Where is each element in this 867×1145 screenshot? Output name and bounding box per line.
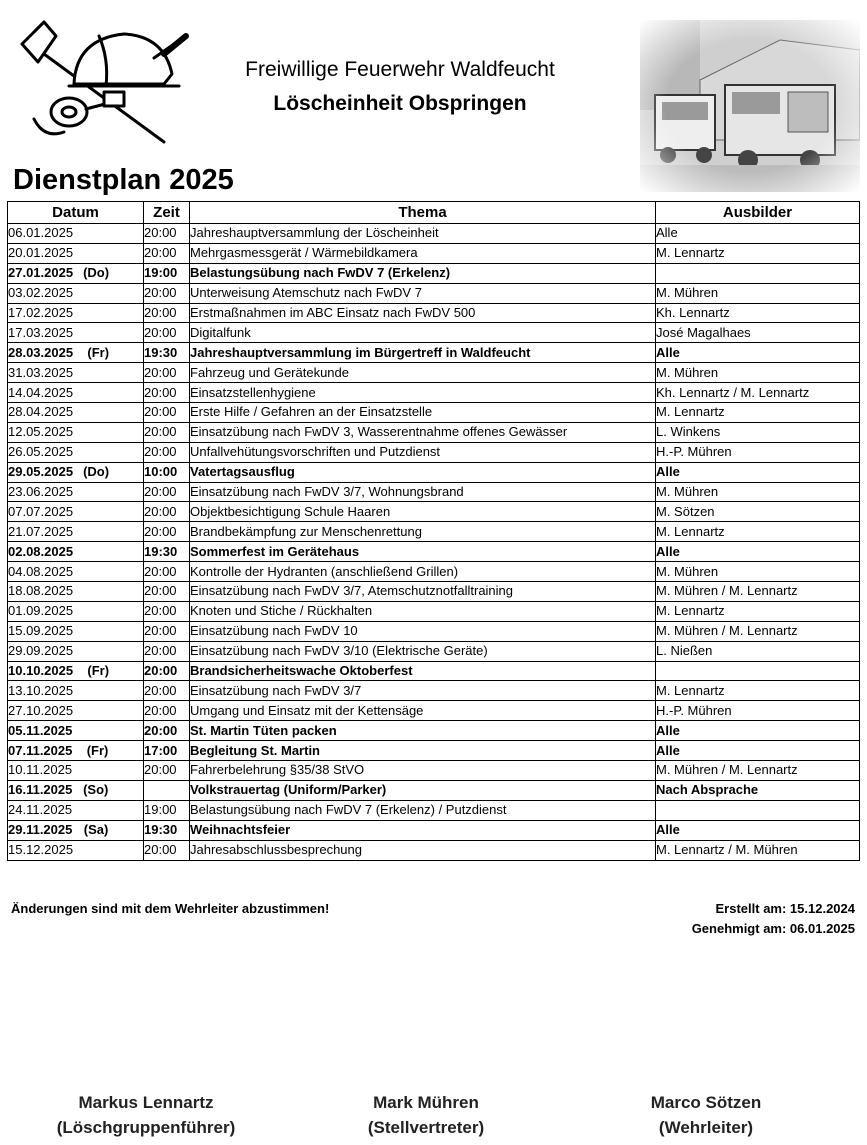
table-row bbox=[8, 641, 860, 661]
topic-cell: St. Martin Tüten packen bbox=[190, 721, 656, 741]
column-header-trainer: Ausbilder bbox=[656, 202, 860, 224]
date-value: 29.05.2025 bbox=[8, 464, 74, 480]
date-value: 26.05.2025 bbox=[8, 444, 74, 460]
time-cell: 17:00 bbox=[144, 741, 190, 761]
date-cell bbox=[8, 840, 144, 860]
page-title: Dienstplan 2025 bbox=[13, 164, 234, 196]
time-cell: 20:00 bbox=[144, 840, 190, 860]
date-cell bbox=[8, 243, 144, 263]
date-value: 02.08.2025 bbox=[8, 543, 74, 559]
trainer-cell: M. Lennartz bbox=[656, 522, 860, 542]
organization-name: Freiwillige Feuerwehr Waldfeucht bbox=[245, 58, 555, 81]
topic-cell: Objektbesichtigung Schule Haaren bbox=[190, 502, 656, 522]
time-cell: 20:00 bbox=[144, 621, 190, 641]
unit-name: Löscheinheit Obspringen bbox=[273, 92, 527, 115]
topic-cell: Vatertagsausflug bbox=[190, 462, 656, 482]
weekday-value: (Do) bbox=[83, 464, 110, 480]
trainer-cell: M. Mühren / M. Lennartz bbox=[656, 582, 860, 602]
date-value: 15.12.2025 bbox=[8, 842, 74, 858]
table-row bbox=[8, 403, 860, 423]
trainer-cell bbox=[656, 661, 860, 681]
date-cell bbox=[8, 542, 144, 562]
topic-cell: Umgang und Einsatz mit der Kettensäge bbox=[190, 701, 656, 721]
trainer-cell: Alle bbox=[656, 224, 860, 244]
topic-cell: Brandsicherheitswache Oktoberfest bbox=[190, 661, 656, 681]
topic-cell: Erstmaßnahmen im ABC Einsatz nach FwDV 500 bbox=[190, 303, 656, 323]
topic-cell: Brandbekämpfung zur Menschenrettung bbox=[190, 522, 656, 542]
change-note: Änderungen sind mit dem Wehrleiter abzustimmen! bbox=[11, 901, 330, 916]
trainer-cell: Kh. Lennartz bbox=[656, 303, 860, 323]
table-row bbox=[8, 780, 860, 800]
table-row bbox=[8, 343, 860, 363]
date-value: 13.10.2025 bbox=[8, 682, 74, 698]
trainer-cell: M. Mühren bbox=[656, 562, 860, 582]
date-cell bbox=[8, 482, 144, 502]
topic-cell: Kontrolle der Hydranten (anschließend Grillen) bbox=[190, 562, 656, 582]
topic-cell: Einsatzübung nach FwDV 3/7, Wohnungsbrand bbox=[190, 482, 656, 502]
date-cell bbox=[8, 562, 144, 582]
table-row bbox=[8, 562, 860, 582]
topic-cell: Begleitung St. Martin bbox=[190, 741, 656, 761]
trainer-cell bbox=[656, 263, 860, 283]
date-cell bbox=[8, 641, 144, 661]
signature-block-leader bbox=[16, 1090, 276, 1140]
topic-cell: Einsatzübung nach FwDV 3/7, Atemschutznotfalltraining bbox=[190, 582, 656, 602]
time-cell: 20:00 bbox=[144, 641, 190, 661]
date-cell bbox=[8, 522, 144, 542]
trainer-cell: M. Mühren bbox=[656, 482, 860, 502]
date-cell bbox=[8, 383, 144, 403]
date-value: 27.10.2025 bbox=[8, 702, 74, 718]
date-cell bbox=[8, 323, 144, 343]
approved-date: Genehmigt am: 06.01.2025 bbox=[691, 921, 855, 936]
time-cell: 20:00 bbox=[144, 761, 190, 781]
time-cell: 20:00 bbox=[144, 383, 190, 403]
topic-cell: Belastungsübung nach FwDV 7 (Erkelenz) / Putzdienst bbox=[190, 800, 656, 820]
date-cell bbox=[8, 363, 144, 383]
date-value: 27.01.2025 bbox=[8, 265, 74, 281]
table-row bbox=[8, 601, 860, 621]
trainer-cell: M. Lennartz bbox=[656, 601, 860, 621]
table-row bbox=[8, 661, 860, 681]
time-cell: 19:30 bbox=[144, 343, 190, 363]
date-value: 24.11.2025 bbox=[8, 802, 73, 818]
date-cell bbox=[8, 283, 144, 303]
table-row bbox=[8, 303, 860, 323]
date-cell bbox=[8, 741, 144, 761]
topic-cell: Fahrzeug und Gerätekunde bbox=[190, 363, 656, 383]
topic-cell: Einsatzübung nach FwDV 3/10 (Elektrische Geräte) bbox=[190, 641, 656, 661]
table-row bbox=[8, 542, 860, 562]
time-cell: 20:00 bbox=[144, 283, 190, 303]
table-row bbox=[8, 621, 860, 641]
topic-cell: Belastungsübung nach FwDV 7 (Erkelenz) bbox=[190, 263, 656, 283]
trainer-cell: Alle bbox=[656, 542, 860, 562]
time-cell: 20:00 bbox=[144, 721, 190, 741]
table-row bbox=[8, 243, 860, 263]
schedule-table bbox=[7, 201, 860, 861]
column-header-time: Zeit bbox=[144, 202, 190, 224]
date-value: 05.11.2025 bbox=[8, 722, 73, 738]
topic-cell: Volkstrauertag (Uniform/Parker) bbox=[190, 780, 656, 800]
date-value: 29.09.2025 bbox=[8, 643, 74, 659]
table-header-row bbox=[8, 202, 860, 224]
trainer-cell: M. Lennartz / M. Mühren bbox=[656, 840, 860, 860]
table-row bbox=[8, 681, 860, 701]
trainer-cell: Kh. Lennartz / M. Lennartz bbox=[656, 383, 860, 403]
trainer-cell: Alle bbox=[656, 741, 860, 761]
signature-role: (Stellvertreter) bbox=[367, 1118, 485, 1137]
date-value: 03.02.2025 bbox=[8, 285, 74, 301]
signature-role: (Löschgruppenführer) bbox=[56, 1118, 236, 1137]
fire-station-photo bbox=[640, 20, 860, 192]
date-cell bbox=[8, 701, 144, 721]
column-header-date: Datum bbox=[8, 202, 144, 224]
date-cell bbox=[8, 800, 144, 820]
date-cell bbox=[8, 582, 144, 602]
topic-cell: Einsatzübung nach FwDV 10 bbox=[190, 621, 656, 641]
date-value: 14.04.2025 bbox=[8, 384, 74, 400]
signature-name: Marco Sötzen bbox=[650, 1093, 762, 1112]
date-value: 23.06.2025 bbox=[8, 484, 74, 500]
time-cell: 20:00 bbox=[144, 601, 190, 621]
signature-role: (Wehrleiter) bbox=[658, 1118, 754, 1137]
date-cell bbox=[8, 403, 144, 423]
topic-cell: Einsatzübung nach FwDV 3, Wasserentnahme offenes Gewässer bbox=[190, 422, 656, 442]
date-cell bbox=[8, 601, 144, 621]
weekday-value: (Do) bbox=[83, 265, 110, 281]
date-value: 15.09.2025 bbox=[8, 623, 74, 639]
time-cell: 20:00 bbox=[144, 224, 190, 244]
date-value: 17.02.2025 bbox=[8, 305, 74, 320]
table-row bbox=[8, 224, 860, 244]
date-value: 10.11.2025 bbox=[8, 762, 73, 778]
date-value: 28.04.2025 bbox=[8, 404, 74, 420]
trainer-cell: M. Lennartz bbox=[656, 681, 860, 701]
date-cell bbox=[8, 442, 144, 462]
date-cell bbox=[8, 263, 144, 283]
date-value: 07.11.2025 bbox=[8, 742, 73, 758]
topic-cell: Jahresabschlussbesprechung bbox=[190, 840, 656, 860]
trainer-cell: José Magalhaes bbox=[656, 323, 860, 343]
date-value: 06.01.2025 bbox=[8, 225, 74, 241]
signature-name: Mark Mühren bbox=[373, 1093, 479, 1112]
date-value: 31.03.2025 bbox=[8, 364, 74, 380]
table-row bbox=[8, 522, 860, 542]
time-cell: 20:00 bbox=[144, 403, 190, 423]
table-row bbox=[8, 741, 860, 761]
date-value: 20.01.2025 bbox=[8, 245, 74, 261]
topic-cell: Digitalfunk bbox=[190, 323, 656, 343]
trainer-cell: M. Lennartz bbox=[656, 403, 860, 423]
table-row bbox=[8, 422, 860, 442]
table-row bbox=[8, 761, 860, 781]
topic-cell: Mehrgasmessgerät / Wärmebildkamera bbox=[190, 243, 656, 263]
topic-cell: Einsatzübung nach FwDV 3/7 bbox=[190, 681, 656, 701]
trainer-cell bbox=[656, 800, 860, 820]
date-cell bbox=[8, 303, 144, 323]
time-cell: 19:00 bbox=[144, 800, 190, 820]
date-value: 12.05.2025 bbox=[8, 424, 74, 440]
date-cell bbox=[8, 661, 144, 681]
table-row bbox=[8, 582, 860, 602]
weekday-value: (Fr) bbox=[86, 742, 109, 758]
date-value: 01.09.2025 bbox=[8, 603, 74, 619]
trainer-cell: M. Mühren bbox=[656, 283, 860, 303]
table-row bbox=[8, 323, 860, 343]
table-row bbox=[8, 800, 860, 820]
trainer-cell: Alle bbox=[656, 820, 860, 840]
topic-cell: Jahreshauptversammlung der Löscheinheit bbox=[190, 224, 656, 244]
signature-block-chief bbox=[576, 1090, 836, 1140]
weekday-value: (So) bbox=[83, 782, 109, 798]
table-row bbox=[8, 482, 860, 502]
date-value: 29.11.2025 bbox=[8, 822, 73, 838]
time-cell: 20:00 bbox=[144, 422, 190, 442]
time-cell: 19:00 bbox=[144, 263, 190, 283]
time-cell: 20:00 bbox=[144, 323, 190, 343]
topic-cell: Jahreshauptversammlung im Bürgertreff in Waldfeucht bbox=[190, 343, 656, 363]
time-cell: 20:00 bbox=[144, 243, 190, 263]
table-row bbox=[8, 502, 860, 522]
date-value: 16.11.2025 bbox=[8, 782, 73, 798]
table-row bbox=[8, 442, 860, 462]
table-row bbox=[8, 263, 860, 283]
trainer-cell: M. Mühren / M. Lennartz bbox=[656, 761, 860, 781]
column-header-topic: Thema bbox=[190, 202, 656, 224]
date-cell bbox=[8, 761, 144, 781]
fire-brigade-emblem-logo bbox=[14, 14, 192, 154]
time-cell bbox=[144, 780, 190, 800]
topic-cell: Einsatzstellenhygiene bbox=[190, 383, 656, 403]
time-cell: 20:00 bbox=[144, 661, 190, 681]
time-cell: 20:00 bbox=[144, 582, 190, 602]
time-cell: 19:30 bbox=[144, 542, 190, 562]
table-row bbox=[8, 721, 860, 741]
created-date: Erstellt am: 15.12.2024 bbox=[715, 901, 855, 916]
time-cell: 20:00 bbox=[144, 681, 190, 701]
date-value: 07.07.2025 bbox=[8, 503, 74, 519]
topic-cell: Unfallvehütungsvorschriften und Putzdienst bbox=[190, 442, 656, 462]
table-row bbox=[8, 701, 860, 721]
date-value: 28.03.2025 bbox=[8, 344, 74, 360]
trainer-cell: H.-P. Mühren bbox=[656, 701, 860, 721]
time-cell: 19:30 bbox=[144, 820, 190, 840]
table-row bbox=[8, 383, 860, 403]
trainer-cell: Nach Absprache bbox=[656, 780, 860, 800]
table-row bbox=[8, 283, 860, 303]
signature-name: Markus Lennartz bbox=[78, 1093, 214, 1112]
topic-cell: Knoten und Stiche / Rückhalten bbox=[190, 601, 656, 621]
date-cell bbox=[8, 422, 144, 442]
date-value: 10.10.2025 bbox=[8, 663, 74, 679]
topic-cell: Unterweisung Atemschutz nach FwDV 7 bbox=[190, 283, 656, 303]
weekday-value: (Fr) bbox=[87, 663, 110, 679]
table-row bbox=[8, 462, 860, 482]
date-value: 17.03.2025 bbox=[8, 324, 74, 340]
trainer-cell: M. Mühren bbox=[656, 363, 860, 383]
time-cell: 20:00 bbox=[144, 482, 190, 502]
trainer-cell: H.-P. Mühren bbox=[656, 442, 860, 462]
weekday-value: (Sa) bbox=[83, 822, 109, 838]
time-cell: 20:00 bbox=[144, 562, 190, 582]
date-cell bbox=[8, 780, 144, 800]
date-cell bbox=[8, 681, 144, 701]
table-row bbox=[8, 363, 860, 383]
trainer-cell: Alle bbox=[656, 462, 860, 482]
time-cell: 20:00 bbox=[144, 363, 190, 383]
date-cell bbox=[8, 820, 144, 840]
topic-cell: Erste Hilfe / Gefahren an der Einsatzstelle bbox=[190, 403, 656, 423]
weekday-value: (Fr) bbox=[87, 344, 110, 360]
trainer-cell: M. Lennartz bbox=[656, 243, 860, 263]
trainer-cell: M. Sötzen bbox=[656, 502, 860, 522]
date-cell bbox=[8, 224, 144, 244]
date-value: 18.08.2025 bbox=[8, 583, 74, 599]
time-cell: 20:00 bbox=[144, 303, 190, 323]
topic-cell: Fahrerbelehrung §35/38 StVO bbox=[190, 761, 656, 781]
time-cell: 20:00 bbox=[144, 502, 190, 522]
trainer-cell: L. Winkens bbox=[656, 422, 860, 442]
date-cell bbox=[8, 721, 144, 741]
table-row bbox=[8, 820, 860, 840]
date-cell bbox=[8, 343, 144, 363]
topic-cell: Sommerfest im Gerätehaus bbox=[190, 542, 656, 562]
time-cell: 20:00 bbox=[144, 701, 190, 721]
table-row bbox=[8, 840, 860, 860]
signature-block-deputy bbox=[296, 1090, 556, 1140]
topic-cell: Weihnachtsfeier bbox=[190, 820, 656, 840]
time-cell: 10:00 bbox=[144, 462, 190, 482]
trainer-cell: Alle bbox=[656, 721, 860, 741]
time-cell: 20:00 bbox=[144, 442, 190, 462]
date-cell bbox=[8, 462, 144, 482]
date-value: 04.08.2025 bbox=[8, 563, 74, 579]
trainer-cell: M. Mühren / M. Lennartz bbox=[656, 621, 860, 641]
trainer-cell: Alle bbox=[656, 343, 860, 363]
trainer-cell: L. Nießen bbox=[656, 641, 860, 661]
time-cell: 20:00 bbox=[144, 522, 190, 542]
date-cell bbox=[8, 502, 144, 522]
date-cell bbox=[8, 621, 144, 641]
date-value: 21.07.2025 bbox=[8, 523, 74, 539]
